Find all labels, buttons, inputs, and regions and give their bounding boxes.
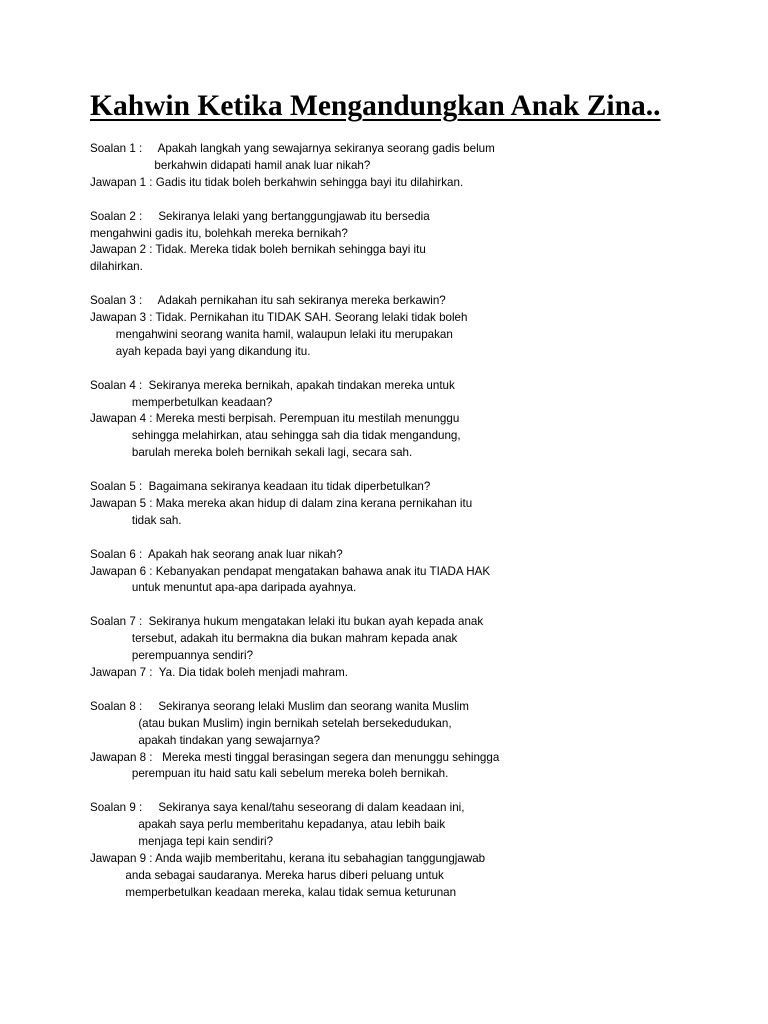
qa-line: perempuannya sendiri?: [90, 649, 254, 663]
qa-line: Jawapan 9 : Anda wajib memberitahu, kerana itu sebahagian tanggungjawab: [90, 851, 486, 865]
qa-item-5: [90, 479, 730, 530]
qa-line: Soalan 7 : Sekiranya hukum mengatakan lelaki itu bukan ayah kepada anak: [90, 615, 484, 629]
qa-line: memperbetulkan keadaan mereka, kalau tidak semua keturunan: [90, 885, 457, 899]
qa-item-6: [90, 547, 730, 598]
qa-item-8: [90, 699, 730, 784]
qa-line: berkahwin didapati hamil anak luar nikah?: [90, 158, 371, 172]
qa-item-2: [90, 209, 730, 277]
qa-item-4: [90, 378, 730, 463]
qa-line: Jawapan 8 : Mereka mesti tinggal berasingan segera dan menunggu sehingga: [90, 750, 500, 764]
qa-item-1: [90, 141, 730, 192]
qa-line: Soalan 1 : Apakah langkah yang sewajarnya sekiranya seorang gadis belum: [90, 142, 495, 155]
qa-list: [90, 141, 730, 919]
qa-line: Soalan 3 : Adakah pernikahan itu sah sekiranya mereka berkawin?: [90, 294, 446, 308]
qa-line: Jawapan 4 : Mereka mesti berpisah. Perempuan itu mestilah menunggu: [90, 412, 460, 426]
qa-line: sehingga melahirkan, atau sehingga sah dia tidak mengandung,: [90, 429, 461, 443]
qa-line: Soalan 4 : Sekiranya mereka bernikah, apakah tindakan mereka untuk: [90, 378, 455, 392]
qa-line: (atau bukan Muslim) ingin bernikah setelah bersekedudukan,: [90, 716, 452, 730]
qa-line: dilahirkan.: [90, 260, 143, 274]
qa-line: Soalan 5 : Bagaimana sekiranya keadaan itu tidak diperbetulkan?: [90, 480, 431, 494]
qa-line: perempuan itu haid satu kali sebelum mereka boleh bernikah.: [90, 767, 449, 781]
qa-line: memperbetulkan keadaan?: [90, 395, 273, 409]
qa-line: Soalan 9 : Sekiranya saya kenal/tahu seseorang di dalam keadaan ini,: [90, 801, 465, 815]
qa-item-3: [90, 293, 730, 361]
qa-line: untuk menuntut apa-apa daripada ayahnya.: [90, 581, 357, 595]
page-title: Kahwin Ketika Mengandungkan Anak Zina..: [90, 90, 661, 122]
qa-line: ayah kepada bayi yang dikandung itu.: [90, 344, 311, 358]
qa-line: mengahwini seorang wanita hamil, walaupun lelaki itu merupakan: [90, 327, 453, 341]
qa-line: apakah saya perlu memberitahu kepadanya, atau lebih baik: [90, 818, 446, 832]
qa-line: Soalan 6 : Apakah hak seorang anak luar nikah?: [90, 547, 343, 561]
qa-line: Jawapan 5 : Maka mereka akan hidup di dalam zina kerana pernikahan itu: [90, 496, 473, 510]
qa-line: menjaga tepi kain sendiri?: [90, 835, 274, 849]
qa-line: Jawapan 2 : Tidak. Mereka tidak boleh bernikah sehingga bayi itu: [90, 243, 426, 257]
qa-line: Jawapan 6 : Kebanyakan pendapat mengatakan bahawa anak itu TIADA HAK: [90, 564, 491, 578]
qa-item-7: [90, 614, 730, 682]
qa-line: Soalan 2 : Sekiranya lelaki yang bertanggungjawab itu bersedia: [90, 209, 430, 223]
qa-line: tersebut, adakah itu bermakna dia bukan mahram kepada anak: [90, 632, 458, 646]
qa-line: Jawapan 3 : Tidak. Pernikahan itu TIDAK SAH. Seorang lelaki tidak boleh: [90, 311, 468, 325]
qa-line: tidak sah.: [90, 513, 182, 527]
qa-line: Jawapan 1 : Gadis itu tidak boleh berkahwin sehingga bayi itu dilahirkan.: [90, 175, 464, 189]
qa-line: barulah mereka boleh bernikah sekali lagi, secara sah.: [90, 446, 413, 460]
qa-line: anda sebagai saudaranya. Mereka harus diberi peluang untuk: [90, 868, 444, 882]
qa-line: mengahwini gadis itu, bolehkah mereka bernikah?: [90, 226, 348, 240]
qa-line: apakah tindakan yang sewajarnya?: [90, 733, 321, 747]
qa-item-9: [90, 800, 730, 901]
qa-line: Jawapan 7 : Ya. Dia tidak boleh menjadi mahram.: [90, 666, 348, 679]
qa-line: Soalan 8 : Sekiranya seorang lelaki Muslim dan seorang wanita Muslim: [90, 699, 469, 713]
